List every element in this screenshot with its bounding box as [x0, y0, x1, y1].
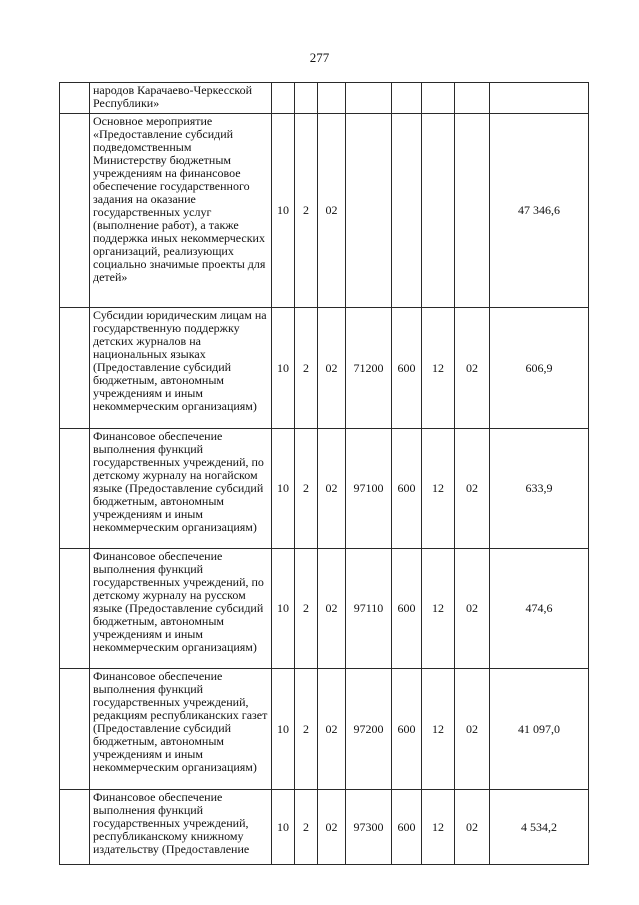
code-cell — [272, 83, 295, 114]
row-description: народов Карачаево-Черкесской Республики» — [90, 83, 272, 114]
code-cell — [455, 83, 490, 114]
row-description: Финансовое обеспечение выполнения функций государственных учреждений, республиканскому книжному издательству (Предоставление — [90, 790, 272, 865]
budget-table — [59, 82, 589, 865]
code-cell — [392, 114, 422, 308]
amount-cell: 633,9 — [490, 429, 589, 549]
page-number: 277 — [309, 50, 330, 65]
code-cell: 2 — [295, 429, 318, 549]
code-cell: 02 — [318, 114, 346, 308]
code-cell — [455, 114, 490, 308]
code-cell: 12 — [422, 429, 455, 549]
row-description: Финансовое обеспечение выполнения функций государственных учреждений, по детскому журналу на ногайском языке (Предоставление субсидий бюджетным, автономным учреждениям и иным некоммерческим организациям) — [90, 429, 272, 549]
code-cell: 02 — [318, 429, 346, 549]
code-cell: 10 — [272, 790, 295, 865]
code-cell — [422, 83, 455, 114]
code-cell: 10 — [272, 669, 295, 790]
code-cell: 02 — [318, 308, 346, 429]
code-cell: 10 — [272, 308, 295, 429]
code-cell: 2 — [295, 790, 318, 865]
code-cell: 02 — [318, 669, 346, 790]
amount-cell: 47 346,6 — [490, 114, 589, 308]
code-cell: 97300 — [346, 790, 392, 865]
table-row — [60, 308, 589, 429]
code-cell: 02 — [455, 429, 490, 549]
amount-cell: 474,6 — [490, 549, 589, 669]
code-cell: 10 — [272, 429, 295, 549]
amount-cell: 606,9 — [490, 308, 589, 429]
table-row — [60, 549, 589, 669]
code-cell — [346, 83, 392, 114]
code-cell: 10 — [272, 549, 295, 669]
empty-cell — [60, 549, 90, 669]
code-cell: 2 — [295, 308, 318, 429]
code-cell: 97100 — [346, 429, 392, 549]
code-cell — [295, 83, 318, 114]
code-cell — [392, 83, 422, 114]
empty-cell — [60, 790, 90, 865]
table-row — [60, 83, 589, 114]
code-cell: 600 — [392, 549, 422, 669]
amount-cell: 41 097,0 — [490, 669, 589, 790]
code-cell: 02 — [318, 790, 346, 865]
code-cell: 600 — [392, 429, 422, 549]
code-cell: 2 — [295, 669, 318, 790]
code-cell: 2 — [295, 114, 318, 308]
code-cell: 97200 — [346, 669, 392, 790]
row-description: Финансовое обеспечение выполнения функций государственных учреждений, по детскому журналу на русском языке (Предоставление субсидий бюджетным, автономным учреждениям и иным некоммерческим организациям) — [90, 549, 272, 669]
empty-cell — [60, 308, 90, 429]
table-row — [60, 429, 589, 549]
code-cell: 71200 — [346, 308, 392, 429]
code-cell: 02 — [455, 669, 490, 790]
table-row — [60, 790, 589, 865]
code-cell: 02 — [455, 790, 490, 865]
code-cell: 10 — [272, 114, 295, 308]
empty-cell — [60, 429, 90, 549]
code-cell: 12 — [422, 669, 455, 790]
code-cell: 02 — [455, 308, 490, 429]
code-cell: 12 — [422, 790, 455, 865]
code-cell: 97110 — [346, 549, 392, 669]
code-cell — [318, 83, 346, 114]
code-cell: 12 — [422, 308, 455, 429]
empty-cell — [60, 83, 90, 114]
code-cell — [422, 114, 455, 308]
table-row — [60, 669, 589, 790]
code-cell: 12 — [422, 549, 455, 669]
code-cell: 2 — [295, 549, 318, 669]
empty-cell — [60, 669, 90, 790]
code-cell: 600 — [392, 308, 422, 429]
table-row — [60, 114, 589, 308]
code-cell: 02 — [318, 549, 346, 669]
code-cell: 02 — [455, 549, 490, 669]
code-cell — [346, 114, 392, 308]
row-description: Субсидии юридическим лицам на государственную поддержку детских журналов на национальных языках (Предоставление субсидий бюджетным, автономным учреждениям и иным некоммерческим организациям) — [90, 308, 272, 429]
row-description: Финансовое обеспечение выполнения функций государственных учреждений, редакциям республиканских газет (Предоставление субсидий бюджетным, автономным учреждениям и иным некоммерческим организациям) — [90, 669, 272, 790]
code-cell: 600 — [392, 669, 422, 790]
amount-cell: 4 534,2 — [490, 790, 589, 865]
amount-cell — [490, 83, 589, 114]
empty-cell — [60, 114, 90, 308]
code-cell: 600 — [392, 790, 422, 865]
row-description: Основное мероприятие «Предоставление субсидий подведомственным Министерству бюджетным учреждениям на финансовое обеспечение государственного задания на оказание государственных услуг (выполнение работ), а также поддержка иных некоммерческих организаций, реализующих социально значимые проекты для детей» — [90, 114, 272, 308]
